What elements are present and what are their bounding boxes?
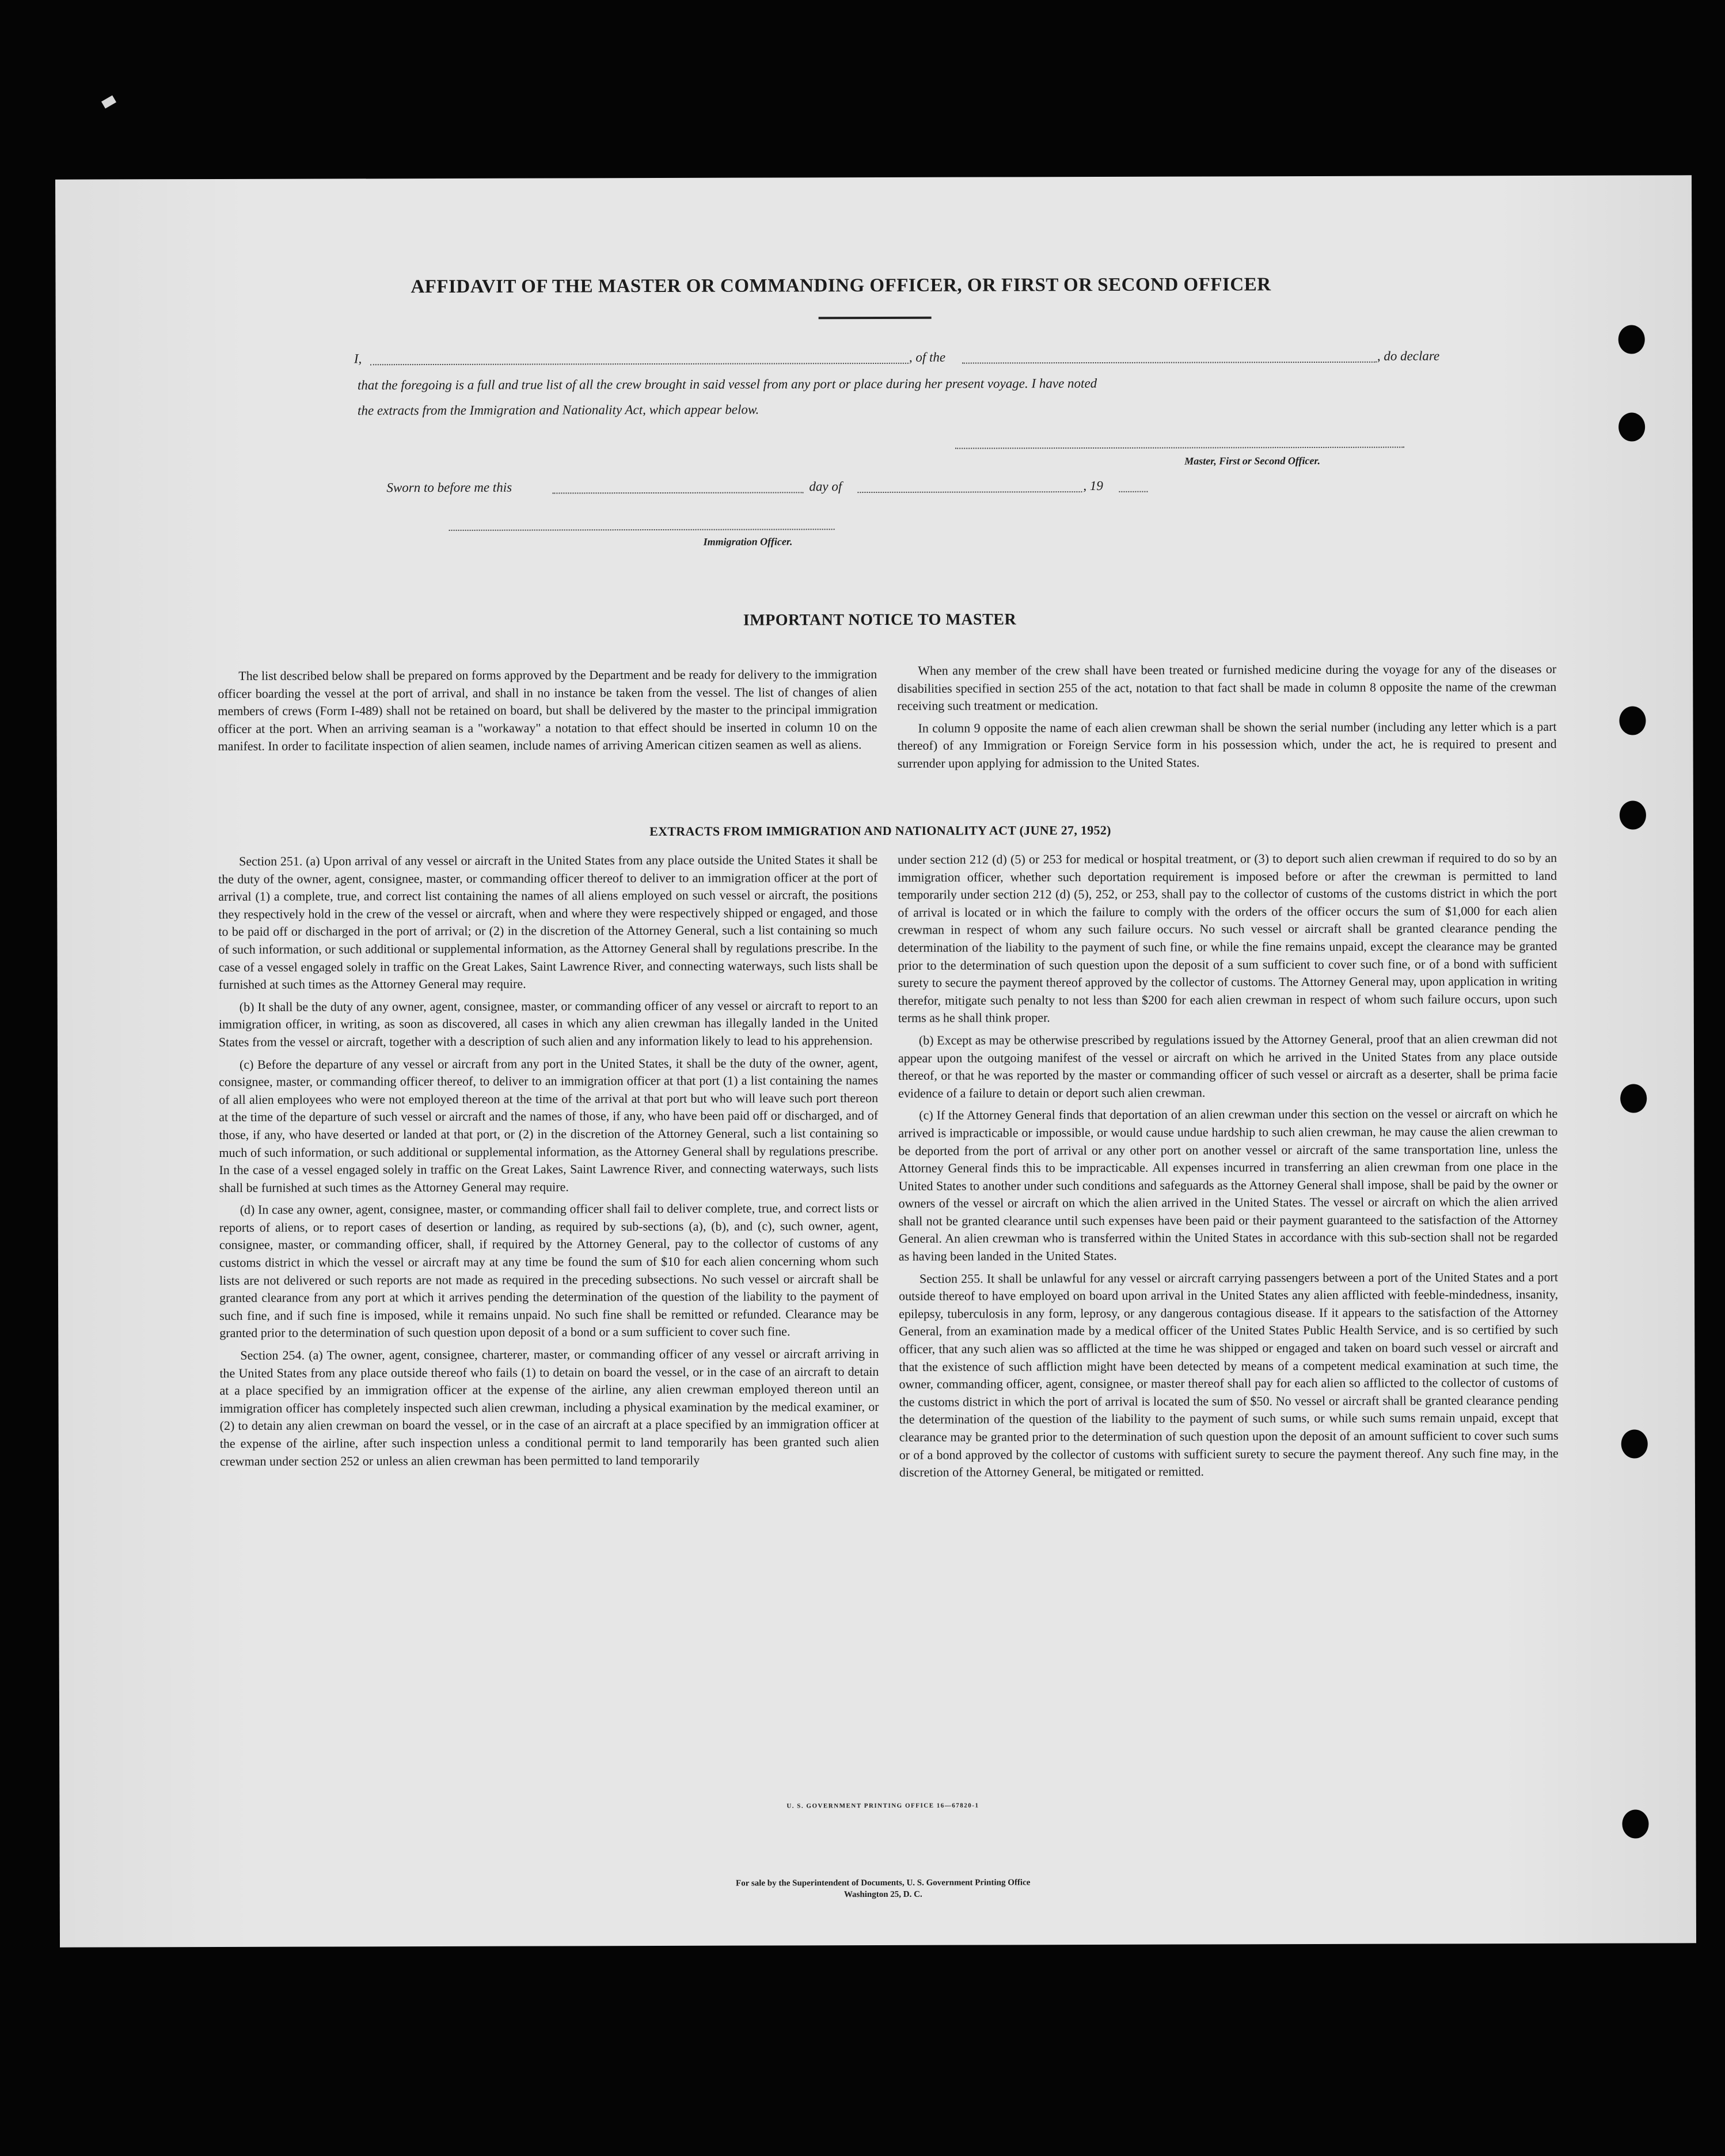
year-prefix-label: , 19 xyxy=(1083,478,1103,494)
section-251b: (b) It shall be the duty of any owner, agent, consignee, master, or commanding officer of any vessel or aircraft to report to an immigration officer, in writing, as soon as discovered, all cases in which any alien crewman has illegally landed in the United States from the vessel or aircraft, together with a description of such alien and any information likely to lead to his apprehension. xyxy=(218,997,878,1049)
sale-notice-line2: Washington 25, D. C. xyxy=(843,1889,922,1900)
notice-paragraph-forms: The list described below shall be prepared on forms approved by the Department and be ready for delivery to the immigration officer boarding the vessel at the port of arrival, and shall in no instance be taken from the vessel. The list of changes of alien members of crews (Form I-489) shall not be retained on board, but shall be delivered by the master to the principal immigration officer at the port. When an arriving seaman is a "workaway" a notation to that effect should be inserted in column 10 on the manifest. In order to facilitate inspection of alien seamen, include names of arriving American citizen seamen as well as aliens. xyxy=(218,666,877,754)
notice-paragraph-medicine: When any member of the crew shall have been treated or furnished medicine during the voyage for any of the diseases or disabilities specified in section 255 of the act, notation to that fact shall be made in column 8 opposite the name of the crewman receiving such treatment or medication. xyxy=(897,661,1557,713)
affidavit-i-label: I, xyxy=(354,351,362,366)
affidavit-statement-line1: that the foregoing is a full and true list of all the crew brought in said vessel from any port or place during her present voyage. I have noted xyxy=(357,375,1097,393)
officer-signature-line xyxy=(449,529,835,531)
punch-hole xyxy=(1618,412,1645,441)
scan-speck xyxy=(101,95,116,108)
extracts-heading: EXTRACTS FROM IMMIGRATION AND NATIONALITY ACT (JUNE 27, 1952) xyxy=(649,822,1111,839)
vessel-blank-line xyxy=(962,362,1377,364)
section-251a: Section 251. (a) Upon arrival of any vessel or aircraft in the United States from any place outside the United States it shall be the duty of the owner, agent, consignee, master, or commanding officer thereof to deliver to an immigration officer at the port of arrival (1) a complete, true, and correct list containing the names of all aliens employed on such vessel or aircraft, the positions they respectively hold in the crew of the vessel or aircraft, when and where they were respectively shipped or engaged, and those to be paid off or discharged in the port of arrival; or (2) in the discretion of the Attorney General, such a list containing so much of such information, or such additional or supplemental information, as the Attorney General shall by regulations prescribe. In the case of a vessel engaged solely in traffic on the Great Lakes, Saint Lawrence River, and connecting waterways, such lists shall be furnished at such times as the Attorney General may require. xyxy=(218,852,878,992)
day-of-label: day of xyxy=(809,479,842,494)
sworn-year-blank xyxy=(1119,491,1148,492)
punch-hole xyxy=(1622,1809,1648,1838)
section-254a-continued: under section 212 (d) (5) or 253 for medical or hospital treatment, or (3) to deport such alien crewman if required to do so by an immigration officer, whether such deportation requirement is imposed before or after the crewman is permitted to land temporarily under section 212 (d) (5), 252, or 253, shall pay to the collector of customs of the customs district in which the port of arrival is located or in which the failure to comply with the orders of the officer occurs the sum of $1,000 for each alien crewman in respect of whom any such failure occurs. No such vessel or aircraft shall be granted clearance pending the determination of the liability to the payment of such fine, or while the fine remains unpaid, except the clearance may be granted prior to the determination of such question upon the deposit of a sum sufficient to cover such fine, or of a bond with sufficient surety to secure the payment thereof approved by the collector of customs. The Attorney General may, upon application in writing therefor, mitigate such penalty to not less than $200 for each alien crewman in respect of whom such failure occurs, upon such terms as he shall think proper. xyxy=(898,850,1557,1026)
section-251d: (d) In case any owner, agent, consignee, master, or commanding officer shall fail to deliver complete, true, and correct lists or reports of aliens, or to report cases of desertion or landing, as required by sub-sections (a), (b), and (c), such owner, agent, consignee, master, or commanding officer, shall, if required by the Attorney General, pay to the collector of customs of any customs district in which the vessel or aircraft may at any time be found the sum of $10 for each alien concerning whom such lists are not delivered or such reports are not made as required in the preceding subsections. No such vessel or aircraft shall be granted clearance from any port at which it arrives pending the determination of the question of the liability to the payment of such fine, and if such fine is imposed, while it remains unpaid. No such fine shall be remitted or refunded. Clearance may be granted prior to the determination of such question upon deposit of a bond or a sum sufficient to cover such fine. xyxy=(219,1201,879,1341)
punch-hole xyxy=(1621,1429,1648,1458)
section-251c: (c) Before the departure of any vessel or aircraft from any port in the United States, it shall be the duty of the owner, agent, consignee, master, or commanding officer thereof, to deliver to an immigration officer at that port (1) a list containing the names of all alien employees who were not employed thereon at the time of the arrival at that port but who will leave such port thereon at the time of the departure of such vessel or aircraft and the names of those, if any, who have been paid off or discharged, and of those, if any, who have deserted or landed at that port, or (2) in the discretion of the Attorney General, such a list containing so much of such information, or such additional or supplemental information, as the Attorney General shall by regulations prescribe. In the case of a vessel engaged solely in traffic on the Great Lakes, Saint Lawrence River, and connecting waterways, such lists shall be furnished at such times as the Attorney General may require. xyxy=(219,1055,879,1195)
printer-imprint: U. S. GOVERNMENT PRINTING OFFICE 16—67820-1 xyxy=(786,1802,979,1810)
sworn-label: Sworn to before me this xyxy=(386,480,512,495)
officer-signature-label: Immigration Officer. xyxy=(703,536,793,548)
extracts-right-column xyxy=(898,849,1559,1486)
of-the-label: , of the xyxy=(909,350,946,365)
punch-hole xyxy=(1619,706,1646,735)
master-signature-line xyxy=(955,447,1404,449)
punch-hole xyxy=(1620,800,1646,829)
notice-right-column xyxy=(897,661,1557,777)
punch-hole xyxy=(1620,1084,1647,1113)
sale-notice-line1: For sale by the Superintendent of Documents, U. S. Government Printing Office xyxy=(736,1878,1031,1888)
notice-left-column xyxy=(218,666,877,760)
section-255: Section 255. It shall be unlawful for any vessel or aircraft carrying passengers between a port of the United States and a port outside thereof to have employed on board upon arrival in the United States any alien afflicted with feeble-mindedness, insanity, epilepsy, tuberculosis in any form, leprosy, or any dangerous contagious disease. If it appears to the satisfaction of the Attorney General, from an examination made by a medical officer of the United States Public Health Service, and is so certified by such officer, that any such alien was so afflicted at the time he was shipped or engaged and taken on board such vessel or aircraft and that the existence of such affliction might have been detected by means of a competent medical examination at such time, the owner, commanding officer, agent, consignee, or master thereof shall pay for each alien so afflicted to the collector of customs of the customs district in which the port of arrival is located the sum of $50. No vessel or aircraft shall be granted clearance pending the determination of the question of the liability to the payment of such sums, or while such sums remain unpaid, except that clearance may be granted prior to the determination of such question upon the deposit of an amount sufficient to cover such sums or of a bond approved by the collector of customs with sufficient surety to secure the payment thereof. Any such fine may, in the discretion of the Attorney General, be mitigated or remitted. xyxy=(899,1269,1559,1480)
section-254c: (c) If the Attorney General finds that deportation of an alien crewman under this section on the vessel or aircraft on which he arrived is impracticable or impossible, or would cause undue hardship to such alien crewman, he may cause the alien crewman to be deported from the port of arrival or any other port on another vessel or aircraft of the same transportation line, unless the Attorney General finds this to be impracticable. All expenses incurred in transferring an alien crewman from one place in the United States to another under such conditions and safeguards as the Attorney General shall impose, shall be paid by the owner or owners of the vessel or aircraft on which the alien arrived in the United States. The vessel or aircraft on which the alien arrived shall not be granted clearance until such expenses have been paid or their payment guaranteed to the satisfaction of the Attorney General. An alien crewman who is transferred within the United States in accordance with this sub-section shall not be regarded as having been landed in the United States. xyxy=(898,1106,1558,1263)
title-divider xyxy=(819,317,932,320)
form-page xyxy=(55,175,1696,1947)
section-254a: Section 254. (a) The owner, agent, consignee, charterer, master, or commanding officer of any vessel or aircraft arriving in the United States from any place outside thereof who fails (1) to detain on board the vessel, or in the case of an aircraft to detain at a place specified by an immigration officer at the expense of the airline, any alien crewman employed thereon until an immigration officer has completely inspected such alien crewman, including a physical examination by the medical examiner, or (2) to detain any alien crewman on board the vessel, or in the case of an aircraft at a place specified by an immigration officer at the expense of the airline, after such inspection unless a conditional permit to land temporarily has been granted such alien crewman under section 252 or unless an alien crewman has been permitted to land temporarily xyxy=(219,1346,879,1468)
name-blank-line xyxy=(370,363,909,365)
punch-hole xyxy=(1618,325,1645,354)
affidavit-statement-line2: the extracts from the Immigration and Nationality Act, which appear below. xyxy=(358,402,759,418)
do-declare-label: , do declare xyxy=(1377,348,1440,363)
notice-paragraph-serial: In column 9 opposite the name of each alien crewman shall be shown the serial number (including any letter which is a part thereof) of any Immigration or Foreign Service form in his possession which, under the act, he is required to present and surrender upon applying for admission to the United States. xyxy=(897,719,1557,770)
affidavit-title: AFFIDAVIT OF THE MASTER OR COMMANDING OFFICER, OR FIRST OR SECOND OFFICER xyxy=(411,274,1271,298)
section-254b: (b) Except as may be otherwise prescribed by regulations issued by the Attorney General, proof that an alien crewman did not appear upon the outgoing manifest of the vessel or aircraft on which he arrived in the United States from any place outside thereof, or that he was reported by the master or commanding officer of such vessel or aircraft as a deserter, shall be prima facie evidence of a failure to detain or deport such alien crewman. xyxy=(898,1031,1558,1100)
sale-notice xyxy=(567,1877,1200,1901)
extracts-left-column xyxy=(218,851,879,1475)
notice-heading: IMPORTANT NOTICE TO MASTER xyxy=(743,610,1017,629)
sworn-day-blank xyxy=(552,492,803,494)
master-signature-label: Master, First or Second Officer. xyxy=(1184,454,1320,467)
sworn-month-blank xyxy=(857,491,1082,493)
